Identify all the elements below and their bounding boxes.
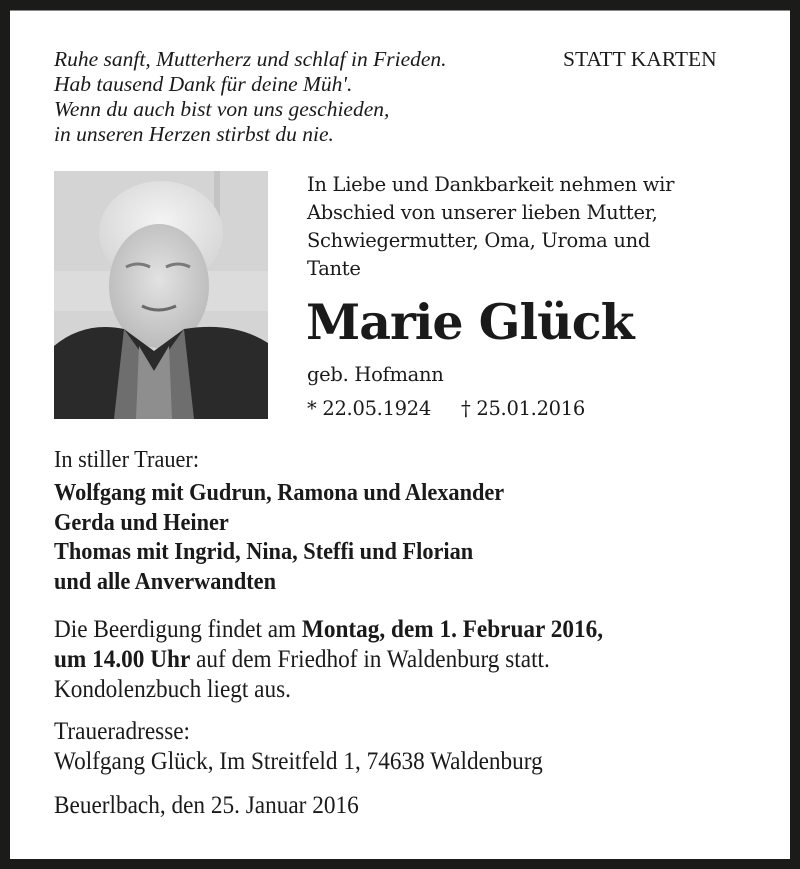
death-date: † 25.01.2016 — [461, 397, 585, 420]
obituary-notice — [10, 10, 790, 859]
intro-line: Abschied von unserer lieben Mutter, — [307, 201, 658, 224]
poem-line: Hab tausend Dank für deine Müh'. — [54, 72, 353, 96]
mourner-line: Wolfgang mit Gudrun, Ramona und Alexander — [54, 480, 505, 506]
mourner-line: und alle Anverwandten — [54, 568, 277, 595]
statt-karten-label: STATT KARTEN — [563, 47, 717, 71]
address-label: Traueradresse: — [54, 718, 191, 745]
funeral-time: um 14.00 Uhr — [54, 646, 191, 673]
portrait-photo-icon — [54, 171, 268, 419]
funeral-date: Montag, dem 1. Februar 2016, — [301, 616, 604, 643]
condolence-book-note: Kondolenzbuch liegt aus. — [54, 676, 291, 703]
funeral-location: auf dem Friedhof in Waldenburg statt. — [190, 646, 550, 673]
birth-date: * 22.05.1924 — [307, 397, 431, 420]
intro-line: Tante — [307, 257, 361, 280]
mourner-line: Gerda und Heiner — [54, 509, 229, 536]
funeral-info — [54, 615, 603, 705]
intro-line: Schwiegermutter, Oma, Uroma und — [307, 229, 651, 252]
mourner-line: Thomas mit Ingrid, Nina, Steffi und Florian — [54, 539, 474, 565]
address-value: Wolfgang Glück, Im Streitfeld 1, 74638 Waldenburg — [54, 748, 543, 775]
mourners-list — [54, 479, 504, 597]
life-dates — [307, 395, 585, 423]
poem-line: Ruhe sanft, Mutterherz und schlaf in Frieden. — [54, 47, 447, 71]
birth-name: geb. Hofmann — [307, 363, 444, 386]
mourning-label: In stiller Trauer: — [54, 447, 200, 473]
intro-text — [307, 171, 674, 283]
mourning-address — [54, 717, 543, 777]
funeral-text: Die Beerdigung findet am — [54, 616, 302, 643]
poem — [54, 47, 447, 147]
deceased-name: Marie Glück — [306, 293, 634, 351]
intro-line: In Liebe und Dankbarkeit nehmen wir — [307, 173, 675, 196]
poem-line: Wenn du auch bist von uns geschieden, — [54, 97, 390, 121]
poem-line: in unseren Herzen stirbst du nie. — [54, 122, 334, 146]
place-date: Beuerlbach, den 25. Januar 2016 — [54, 792, 359, 819]
